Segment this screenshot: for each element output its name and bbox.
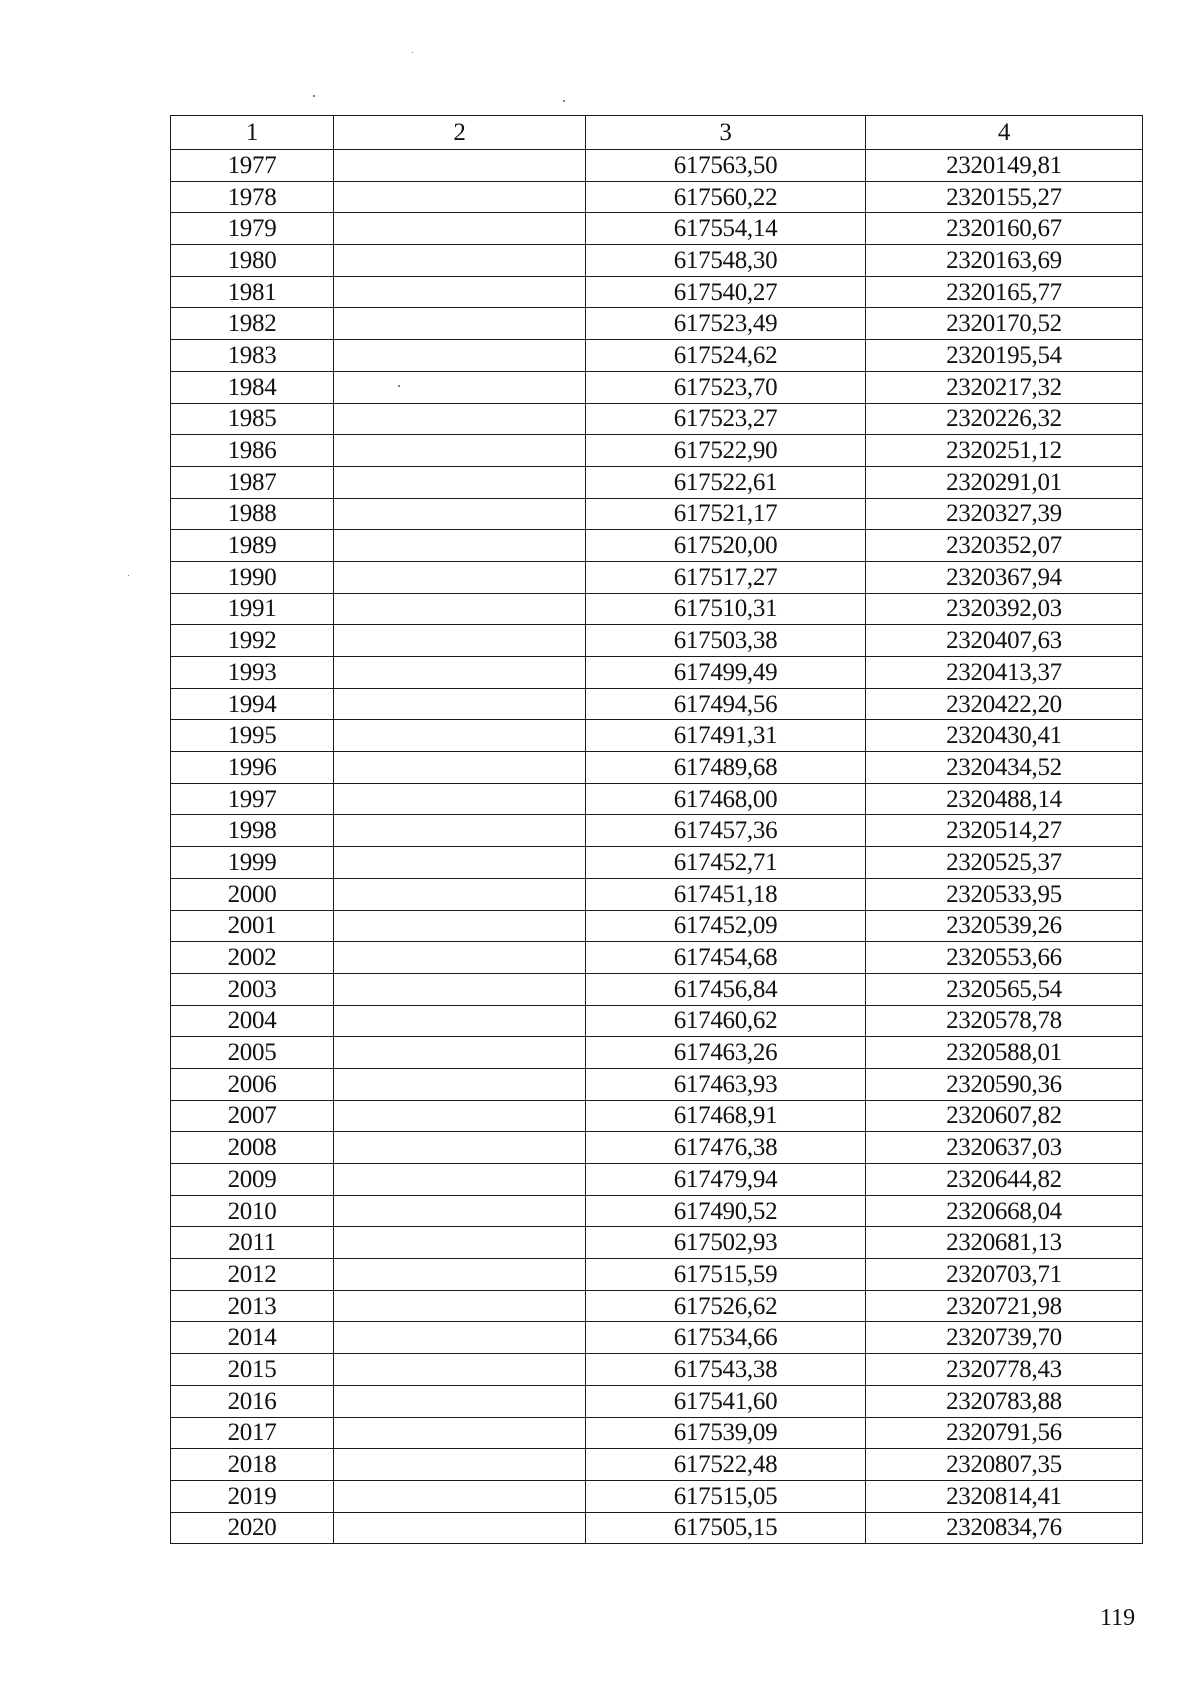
point-number-cell: 1992	[171, 625, 334, 657]
y-coordinate-cell: 2320791,56	[866, 1417, 1143, 1449]
scan-speck	[313, 95, 315, 97]
table-row	[171, 340, 1143, 372]
y-coordinate-cell: 2320721,98	[866, 1290, 1143, 1322]
table-row	[171, 1164, 1143, 1196]
x-coordinate-cell: 617523,49	[586, 308, 866, 340]
empty-cell	[334, 942, 586, 974]
empty-cell	[334, 561, 586, 593]
empty-cell	[334, 1037, 586, 1069]
empty-cell	[334, 1100, 586, 1132]
table-row	[171, 1354, 1143, 1386]
y-coordinate-cell: 2320488,14	[866, 783, 1143, 815]
point-number-cell: 2013	[171, 1290, 334, 1322]
y-coordinate-cell: 2320163,69	[866, 245, 1143, 277]
point-number-cell: 2020	[171, 1512, 334, 1544]
scan-speck	[563, 100, 565, 102]
table-row	[171, 1227, 1143, 1259]
table-row	[171, 942, 1143, 974]
table-row	[171, 435, 1143, 467]
point-number-cell: 1987	[171, 466, 334, 498]
empty-cell	[334, 783, 586, 815]
y-coordinate-cell: 2320195,54	[866, 340, 1143, 372]
column-header-4: 4	[866, 116, 1143, 150]
point-number-cell: 2002	[171, 942, 334, 974]
x-coordinate-cell: 617494,56	[586, 688, 866, 720]
x-coordinate-cell: 617479,94	[586, 1164, 866, 1196]
y-coordinate-cell: 2320607,82	[866, 1100, 1143, 1132]
x-coordinate-cell: 617523,27	[586, 403, 866, 435]
table-row	[171, 1037, 1143, 1069]
empty-cell	[334, 878, 586, 910]
empty-cell	[334, 1132, 586, 1164]
table-row	[171, 973, 1143, 1005]
x-coordinate-cell: 617510,31	[586, 593, 866, 625]
table-row	[171, 910, 1143, 942]
point-number-cell: 1988	[171, 498, 334, 530]
table-row	[171, 181, 1143, 213]
point-number-cell: 2012	[171, 1259, 334, 1291]
y-coordinate-cell: 2320160,67	[866, 213, 1143, 245]
empty-cell	[334, 752, 586, 784]
point-number-cell: 2004	[171, 1005, 334, 1037]
empty-cell	[334, 181, 586, 213]
empty-cell	[334, 435, 586, 467]
x-coordinate-cell: 617520,00	[586, 530, 866, 562]
x-coordinate-cell: 617523,70	[586, 371, 866, 403]
x-coordinate-cell: 617503,38	[586, 625, 866, 657]
empty-cell	[334, 150, 586, 182]
empty-cell	[334, 340, 586, 372]
table-row	[171, 1005, 1143, 1037]
empty-cell	[334, 1385, 586, 1417]
x-coordinate-cell: 617463,26	[586, 1037, 866, 1069]
table-row	[171, 625, 1143, 657]
x-coordinate-cell: 617554,14	[586, 213, 866, 245]
table-row	[171, 752, 1143, 784]
table-row	[171, 1100, 1143, 1132]
x-coordinate-cell: 617452,09	[586, 910, 866, 942]
point-number-cell: 1994	[171, 688, 334, 720]
x-coordinate-cell: 617522,90	[586, 435, 866, 467]
table-row	[171, 1385, 1143, 1417]
scan-speck	[128, 575, 129, 576]
empty-cell	[334, 1005, 586, 1037]
y-coordinate-cell: 2320578,78	[866, 1005, 1143, 1037]
empty-cell	[334, 403, 586, 435]
point-number-cell: 2016	[171, 1385, 334, 1417]
x-coordinate-cell: 617491,31	[586, 720, 866, 752]
x-coordinate-cell: 617490,52	[586, 1195, 866, 1227]
y-coordinate-cell: 2320434,52	[866, 752, 1143, 784]
point-number-cell: 2009	[171, 1164, 334, 1196]
y-coordinate-cell: 2320149,81	[866, 150, 1143, 182]
empty-cell	[334, 593, 586, 625]
x-coordinate-cell: 617457,36	[586, 815, 866, 847]
x-coordinate-cell: 617451,18	[586, 878, 866, 910]
y-coordinate-cell: 2320407,63	[866, 625, 1143, 657]
column-header-3: 3	[586, 116, 866, 150]
y-coordinate-cell: 2320422,20	[866, 688, 1143, 720]
point-number-cell: 1993	[171, 657, 334, 689]
x-coordinate-cell: 617560,22	[586, 181, 866, 213]
column-header-2: 2	[334, 116, 586, 150]
empty-cell	[334, 1195, 586, 1227]
point-number-cell: 1989	[171, 530, 334, 562]
empty-cell	[334, 973, 586, 1005]
y-coordinate-cell: 2320783,88	[866, 1385, 1143, 1417]
y-coordinate-cell: 2320807,35	[866, 1449, 1143, 1481]
table-row	[171, 657, 1143, 689]
table-row	[171, 720, 1143, 752]
y-coordinate-cell: 2320588,01	[866, 1037, 1143, 1069]
x-coordinate-cell: 617541,60	[586, 1385, 866, 1417]
point-number-cell: 2000	[171, 878, 334, 910]
x-coordinate-cell: 617476,38	[586, 1132, 866, 1164]
y-coordinate-cell: 2320834,76	[866, 1512, 1143, 1544]
y-coordinate-cell: 2320565,54	[866, 973, 1143, 1005]
y-coordinate-cell: 2320553,66	[866, 942, 1143, 974]
table-row	[171, 308, 1143, 340]
y-coordinate-cell: 2320533,95	[866, 878, 1143, 910]
y-coordinate-cell: 2320681,13	[866, 1227, 1143, 1259]
x-coordinate-cell: 617540,27	[586, 276, 866, 308]
point-number-cell: 2010	[171, 1195, 334, 1227]
empty-cell	[334, 466, 586, 498]
table-header-row	[171, 116, 1143, 150]
x-coordinate-cell: 617534,66	[586, 1322, 866, 1354]
y-coordinate-cell: 2320814,41	[866, 1480, 1143, 1512]
y-coordinate-cell: 2320367,94	[866, 561, 1143, 593]
x-coordinate-cell: 617502,93	[586, 1227, 866, 1259]
point-number-cell: 2005	[171, 1037, 334, 1069]
empty-cell	[334, 276, 586, 308]
table-row	[171, 1259, 1143, 1291]
x-coordinate-cell: 617460,62	[586, 1005, 866, 1037]
column-header-1: 1	[171, 116, 334, 150]
y-coordinate-cell: 2320514,27	[866, 815, 1143, 847]
y-coordinate-cell: 2320778,43	[866, 1354, 1143, 1386]
x-coordinate-cell: 617515,05	[586, 1480, 866, 1512]
table-row	[171, 593, 1143, 625]
point-number-cell: 1979	[171, 213, 334, 245]
x-coordinate-cell: 617468,00	[586, 783, 866, 815]
table-row	[171, 1068, 1143, 1100]
empty-cell	[334, 1290, 586, 1322]
table-row	[171, 783, 1143, 815]
point-number-cell: 2014	[171, 1322, 334, 1354]
point-number-cell: 1983	[171, 340, 334, 372]
empty-cell	[334, 625, 586, 657]
point-number-cell: 2015	[171, 1354, 334, 1386]
empty-cell	[334, 1512, 586, 1544]
x-coordinate-cell: 617505,15	[586, 1512, 866, 1544]
y-coordinate-cell: 2320413,37	[866, 657, 1143, 689]
x-coordinate-cell: 617468,91	[586, 1100, 866, 1132]
table-row	[171, 1290, 1143, 1322]
point-number-cell: 1996	[171, 752, 334, 784]
x-coordinate-cell: 617452,71	[586, 847, 866, 879]
empty-cell	[334, 1480, 586, 1512]
table-row	[171, 878, 1143, 910]
empty-cell	[334, 720, 586, 752]
empty-cell	[334, 530, 586, 562]
y-coordinate-cell: 2320251,12	[866, 435, 1143, 467]
empty-cell	[334, 1322, 586, 1354]
x-coordinate-cell: 617463,93	[586, 1068, 866, 1100]
y-coordinate-cell: 2320703,71	[866, 1259, 1143, 1291]
x-coordinate-cell: 617521,17	[586, 498, 866, 530]
y-coordinate-cell: 2320430,41	[866, 720, 1143, 752]
y-coordinate-cell: 2320155,27	[866, 181, 1143, 213]
table-row	[171, 466, 1143, 498]
point-number-cell: 2018	[171, 1449, 334, 1481]
empty-cell	[334, 847, 586, 879]
point-number-cell: 1978	[171, 181, 334, 213]
point-number-cell: 2017	[171, 1417, 334, 1449]
y-coordinate-cell: 2320525,37	[866, 847, 1143, 879]
point-number-cell: 1980	[171, 245, 334, 277]
table-row	[171, 498, 1143, 530]
point-number-cell: 1991	[171, 593, 334, 625]
y-coordinate-cell: 2320217,32	[866, 371, 1143, 403]
x-coordinate-cell: 617522,48	[586, 1449, 866, 1481]
y-coordinate-cell: 2320392,03	[866, 593, 1143, 625]
point-number-cell: 2001	[171, 910, 334, 942]
y-coordinate-cell: 2320637,03	[866, 1132, 1143, 1164]
table-row	[171, 688, 1143, 720]
y-coordinate-cell: 2320352,07	[866, 530, 1143, 562]
point-number-cell: 2006	[171, 1068, 334, 1100]
point-number-cell: 1999	[171, 847, 334, 879]
x-coordinate-cell: 617517,27	[586, 561, 866, 593]
point-number-cell: 2019	[171, 1480, 334, 1512]
table-row	[171, 1195, 1143, 1227]
empty-cell	[334, 1227, 586, 1259]
coordinates-table	[170, 115, 1143, 1544]
y-coordinate-cell: 2320170,52	[866, 308, 1143, 340]
scan-speck	[412, 52, 413, 53]
y-coordinate-cell: 2320739,70	[866, 1322, 1143, 1354]
table-row	[171, 1322, 1143, 1354]
y-coordinate-cell: 2320226,32	[866, 403, 1143, 435]
x-coordinate-cell: 617563,50	[586, 150, 866, 182]
table-row	[171, 847, 1143, 879]
table-row	[171, 276, 1143, 308]
y-coordinate-cell: 2320539,26	[866, 910, 1143, 942]
table-row	[171, 1449, 1143, 1481]
empty-cell	[334, 308, 586, 340]
y-coordinate-cell: 2320644,82	[866, 1164, 1143, 1196]
x-coordinate-cell: 617515,59	[586, 1259, 866, 1291]
x-coordinate-cell: 617499,49	[586, 657, 866, 689]
table-row	[171, 1417, 1143, 1449]
y-coordinate-cell: 2320668,04	[866, 1195, 1143, 1227]
empty-cell	[334, 1449, 586, 1481]
point-number-cell: 2003	[171, 973, 334, 1005]
empty-cell	[334, 1164, 586, 1196]
table-row	[171, 1132, 1143, 1164]
table-row	[171, 815, 1143, 847]
empty-cell	[334, 245, 586, 277]
empty-cell	[334, 1354, 586, 1386]
empty-cell	[334, 910, 586, 942]
empty-cell	[334, 1417, 586, 1449]
point-number-cell: 1977	[171, 150, 334, 182]
point-number-cell: 2007	[171, 1100, 334, 1132]
empty-cell	[334, 1068, 586, 1100]
table-row	[171, 530, 1143, 562]
x-coordinate-cell: 617526,62	[586, 1290, 866, 1322]
point-number-cell: 1997	[171, 783, 334, 815]
table-row	[171, 150, 1143, 182]
y-coordinate-cell: 2320165,77	[866, 276, 1143, 308]
table-row	[171, 371, 1143, 403]
point-number-cell: 1986	[171, 435, 334, 467]
table-body	[171, 150, 1143, 1544]
x-coordinate-cell: 617454,68	[586, 942, 866, 974]
point-number-cell: 1981	[171, 276, 334, 308]
y-coordinate-cell: 2320291,01	[866, 466, 1143, 498]
x-coordinate-cell: 617522,61	[586, 466, 866, 498]
point-number-cell: 1982	[171, 308, 334, 340]
x-coordinate-cell: 617543,38	[586, 1354, 866, 1386]
table-row	[171, 245, 1143, 277]
table-row	[171, 403, 1143, 435]
point-number-cell: 1984	[171, 371, 334, 403]
x-coordinate-cell: 617524,62	[586, 340, 866, 372]
x-coordinate-cell: 617489,68	[586, 752, 866, 784]
point-number-cell: 1990	[171, 561, 334, 593]
y-coordinate-cell: 2320590,36	[866, 1068, 1143, 1100]
empty-cell	[334, 815, 586, 847]
empty-cell	[334, 657, 586, 689]
empty-cell	[334, 1259, 586, 1291]
table-row	[171, 1512, 1143, 1544]
empty-cell	[334, 688, 586, 720]
point-number-cell: 1995	[171, 720, 334, 752]
point-number-cell: 1998	[171, 815, 334, 847]
y-coordinate-cell: 2320327,39	[866, 498, 1143, 530]
point-number-cell: 2011	[171, 1227, 334, 1259]
table-row	[171, 561, 1143, 593]
x-coordinate-cell: 617539,09	[586, 1417, 866, 1449]
point-number-cell: 2008	[171, 1132, 334, 1164]
page-number: 119	[1100, 1605, 1136, 1631]
empty-cell	[334, 213, 586, 245]
x-coordinate-cell: 617456,84	[586, 973, 866, 1005]
point-number-cell: 1985	[171, 403, 334, 435]
table-row	[171, 213, 1143, 245]
empty-cell	[334, 371, 586, 403]
empty-cell	[334, 498, 586, 530]
table-row	[171, 1480, 1143, 1512]
x-coordinate-cell: 617548,30	[586, 245, 866, 277]
